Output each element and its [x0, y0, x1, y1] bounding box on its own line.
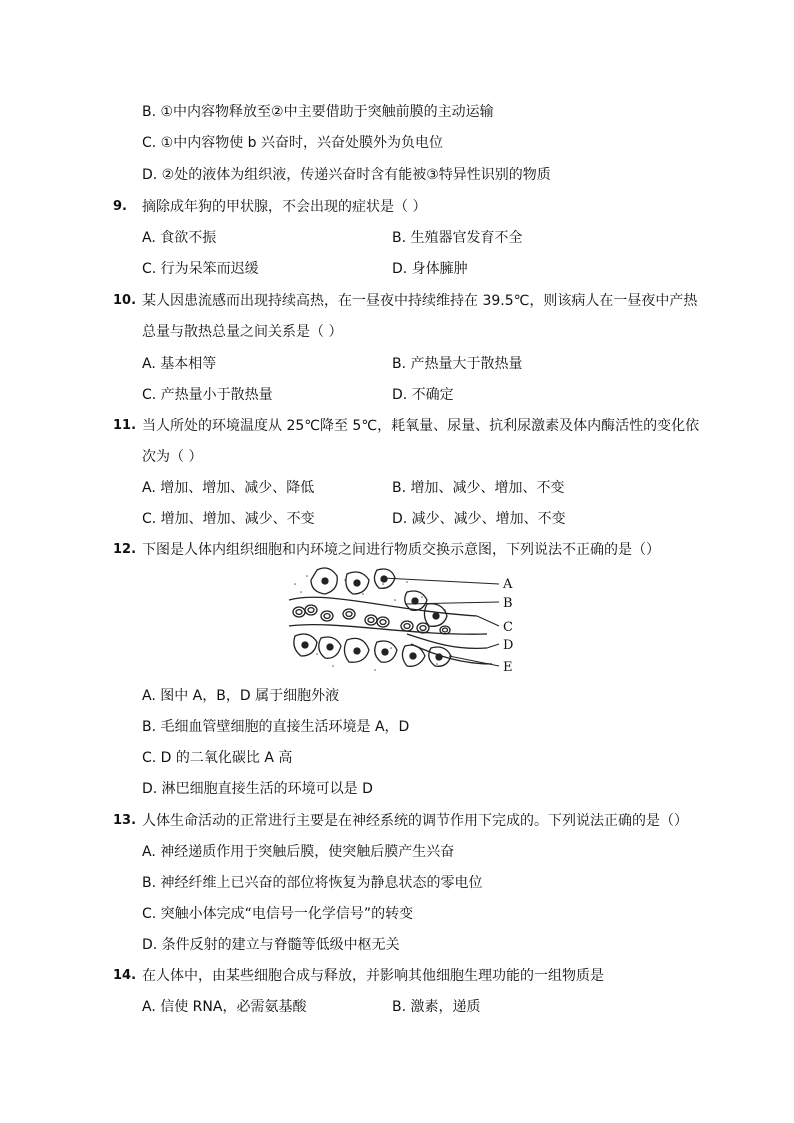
q13-number: 13.	[113, 813, 137, 828]
q13-option-b: B. 神经纤维上已兴奋的部位将恢复为静息状态的零电位	[142, 875, 483, 891]
q10-option-a: A. 基本相等	[142, 356, 217, 372]
leader-lines	[383, 578, 499, 666]
lymph-capillary-lower	[411, 644, 492, 664]
figure-label-b: B	[503, 596, 513, 611]
q10-option-d: D. 不确定	[392, 387, 454, 403]
q10-stem-line1: 某人因患流感而出现持续高热，在一昼夜中持续维持在 39.5℃，则该病人在一昼夜中产热	[142, 293, 698, 309]
q14-stem: 在人体中，由某些细胞合成与释放，并影响其他细胞生理功能的一组物质是	[142, 968, 604, 984]
q12-option-c: C. D 的二氧化碳比 A 高	[142, 750, 293, 766]
q13-option-d: D. 条件反射的建立与脊髓等低级中枢无关	[142, 937, 400, 953]
q10-option-b: B. 产热量大于散热量	[392, 356, 523, 372]
q14-number: 14.	[113, 968, 137, 983]
q10-stem-line2: 总量与散热总量之间关系是（ ）	[142, 324, 343, 340]
q12-option-a: A. 图中 A，B，D 属于细胞外液	[142, 688, 340, 704]
lymph-capillary-upper	[407, 634, 487, 648]
q11-number: 11.	[113, 418, 137, 433]
q9-option-c: C. 行为呆笨而迟缓	[142, 261, 259, 277]
q10-option-c: C. 产热量小于散热量	[142, 387, 273, 403]
q12-number: 12.	[113, 542, 137, 557]
q8-option-d: D. ②处的液体为组织液，传递兴奋时含有能被③特异性识别的物质	[142, 167, 551, 183]
q14-option-b: B. 激素，递质	[392, 999, 481, 1015]
q11-stem-line2: 次为（ ）	[142, 449, 203, 465]
tissue-cells-lower	[294, 634, 451, 666]
tissue-exchange-diagram	[287, 564, 522, 680]
q9-stem: 摘除成年狗的甲状腺，不会出现的症状是（ ）	[142, 199, 427, 215]
figure-label-a: A	[503, 577, 513, 592]
q13-option-c: C. 突触小体完成“电信号一化学信号”的转变	[142, 906, 414, 922]
q8-option-b: B. ①中内容物释放至②中主要借助于突触前膜的主动运输	[142, 104, 494, 120]
q13-stem: 人体生命活动的正常进行主要是在神经系统的调节作用下完成的。下列说法正确的是（）	[142, 813, 688, 829]
capillary-wall-lower	[289, 625, 487, 635]
q9-option-b: B. 生殖器官发育不全	[392, 230, 523, 246]
figure-label-d: D	[503, 638, 514, 653]
q8-option-c: C. ①中内容物使 b 兴奋时，兴奋处膜外为负电位	[142, 135, 444, 151]
figure-label-e: E	[503, 660, 513, 675]
capillary-wall-upper	[289, 597, 477, 616]
q13-option-a: A. 神经递质作用于突触后膜，使突触后膜产生兴奋	[142, 844, 455, 860]
q11-option-a: A. 增加、增加、减少、降低	[142, 480, 315, 496]
q9-option-a: A. 食欲不振	[142, 230, 217, 246]
q11-option-d: D. 减少、减少、增加、不变	[392, 511, 566, 527]
q12-option-b: B. 毛细血管壁细胞的直接生活环境是 A，D	[142, 719, 410, 735]
q9-option-d: D. 身体臃肿	[392, 261, 468, 277]
q11-option-b: B. 增加、减少、增加、不变	[392, 480, 565, 496]
q12-option-d: D. 淋巴细胞直接生活的环境可以是 D	[142, 781, 373, 797]
q14-option-a: A. 信使 RNA，必需氨基酸	[142, 999, 307, 1015]
q11-stem-line1: 当人所处的环境温度从 25℃降至 5℃，耗氧量、尿量、抗利尿激素及体内酶活性的变化依	[142, 418, 700, 434]
q11-option-c: C. 增加、增加、减少、不变	[142, 511, 315, 527]
q12-stem: 下图是人体内组织细胞和内环境之间进行物质交换示意图，下列说法不正确的是（）	[142, 542, 660, 558]
figure-label-c: C	[503, 620, 513, 635]
q9-number: 9.	[113, 199, 127, 214]
q10-number: 10.	[113, 293, 137, 308]
blood-cells	[293, 605, 450, 634]
